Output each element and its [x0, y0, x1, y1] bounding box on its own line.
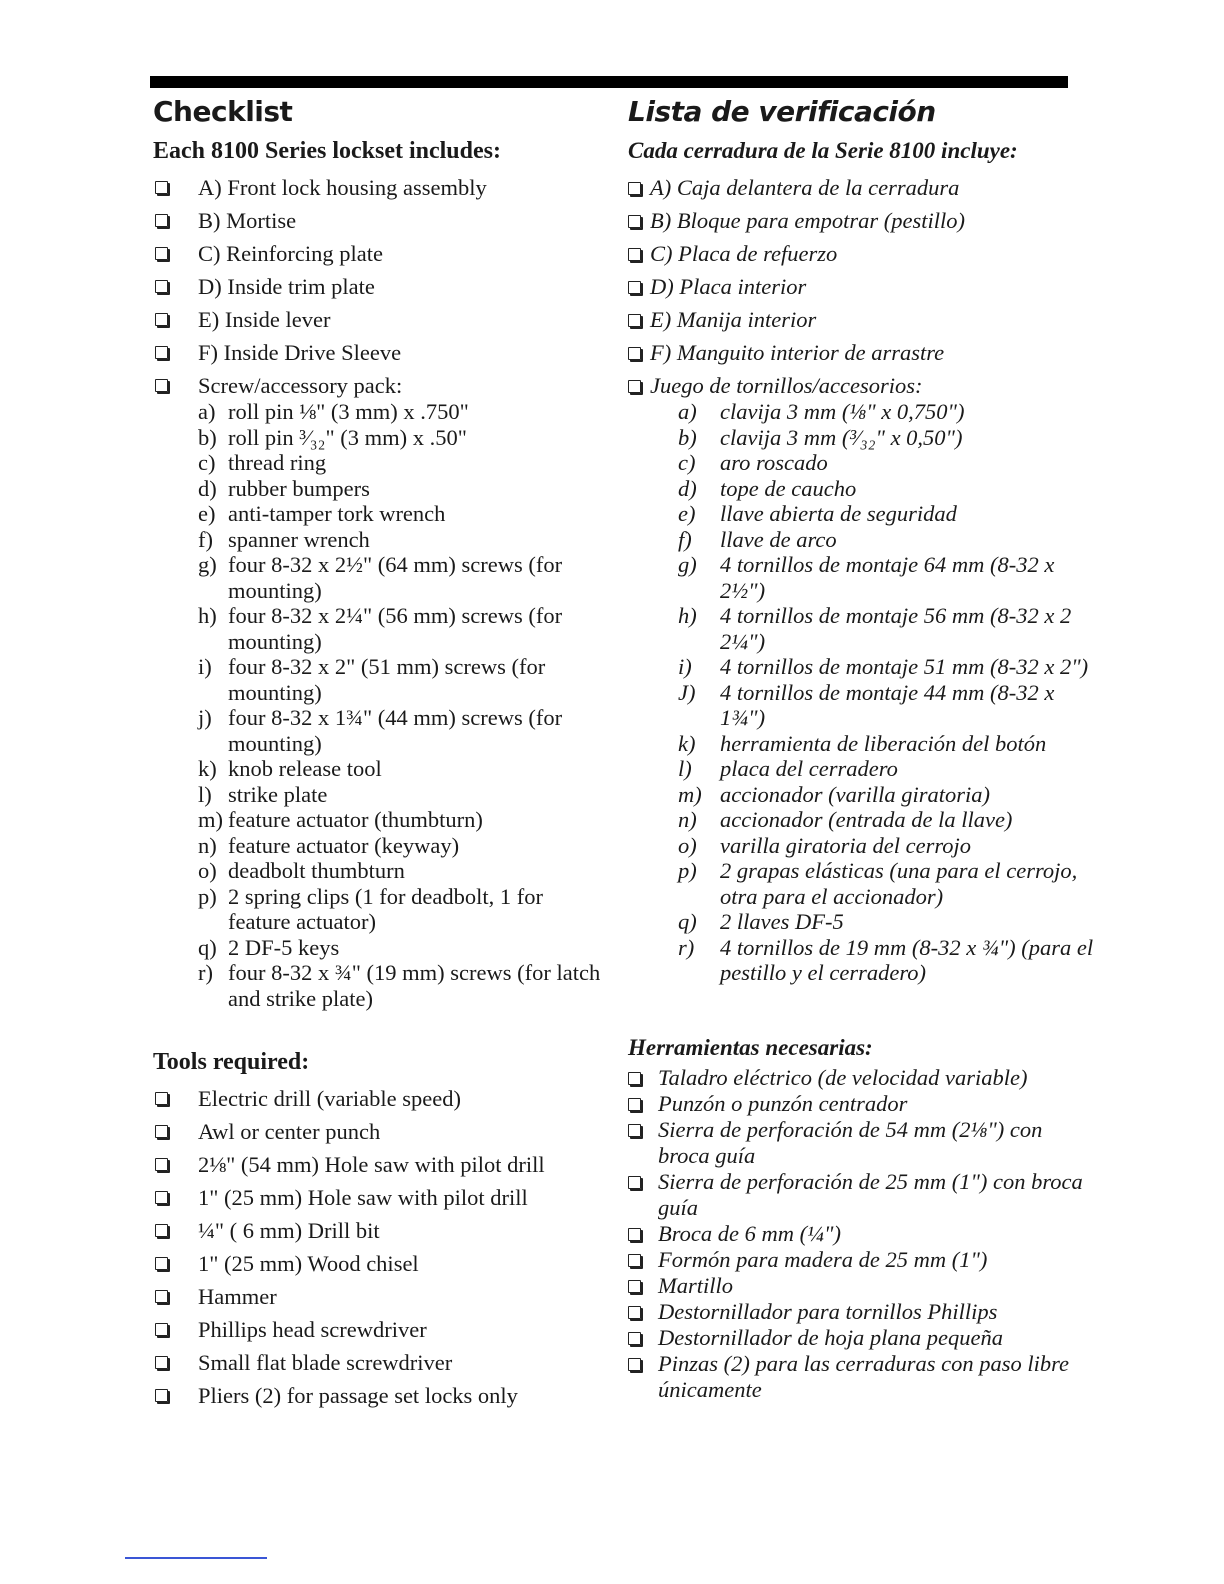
- checkbox-icon[interactable]: [155, 1191, 168, 1204]
- pack-item: i) 4 tornillos de montaje 51 mm (8-32 x 2"): [678, 654, 1089, 679]
- footer-line: [125, 1557, 267, 1559]
- pack-sublist-spanish: [650, 399, 1098, 986]
- lockset-items-list-spanish: [628, 175, 1098, 986]
- tool-item: Hammer: [153, 1284, 603, 1310]
- checklist-item: F) Manguito interior de arrastre: [628, 340, 1098, 366]
- tools-section-spanish: [628, 1031, 1098, 1403]
- tool-item: Sierra de perforación de 54 mm (2⅛") con broca guía: [628, 1117, 1098, 1169]
- checkbox-icon[interactable]: [155, 1356, 168, 1369]
- tool-item: Broca de 6 mm (¼"): [628, 1221, 1098, 1247]
- pack-item: f) llave de arco: [678, 526, 837, 552]
- pack-item: q) 2 DF-5 keys: [198, 934, 340, 960]
- pack-item: f) spanner wrench: [198, 526, 370, 552]
- pack-item: h) 4 tornillos de montaje 56 mm (8-32 x 2 2¼"): [678, 603, 1072, 654]
- checklist-item: C) Reinforcing plate: [153, 241, 603, 267]
- page-title-english: Checklist: [153, 95, 293, 128]
- tool-item: Punzón o punzón centrador: [628, 1091, 1098, 1117]
- checkbox-icon[interactable]: [628, 314, 641, 327]
- checklist-item: F) Inside Drive Sleeve: [153, 340, 603, 366]
- checklist-item: A) Front lock housing assembly: [153, 175, 603, 201]
- checkbox-icon[interactable]: [155, 280, 168, 293]
- tool-item: 1" (25 mm) Hole saw with pilot drill: [153, 1185, 603, 1211]
- checklist-item-pack: Screw/accessory pack: a) roll pin ⅛" (3 mm) x .750" b) roll pin ³⁄₃₂" (3 mm) x .50" c) thread ring d) rubber bumpers e) anti-tamper tork wrench f) spanner wrench g) four 8-32 x 2½" (64 mm) screws (for mounting) h) four 8-32 x 2¼" (56 mm) screws (for mounting) i) four 8-32 x 2" (51 mm) screws (for mounting) j) four 8-32 x 1¾" (44 mm) screws (for mounting) k) knob release tool l) strike plate m) feature actuator (thumbturn) n) feature actuator (keyway) o) deadbolt thumbturn p) 2 spring clips (1 for deadbolt, 1 for feature actuator) q) 2 DF-5 keys r) four 8-32 x ¾" (19 mm) screws (for latch and strike plate): [153, 373, 603, 1011]
- tools-section-english: [153, 1045, 603, 1409]
- tool-item: 1" (25 mm) Wood chisel: [153, 1251, 603, 1277]
- page-title-spanish: Lista de verificación: [628, 95, 936, 128]
- checkbox-icon[interactable]: [155, 1323, 168, 1336]
- checkbox-icon[interactable]: [628, 1332, 641, 1345]
- pack-item: a) clavija 3 mm (⅛" x 0,750"): [678, 399, 965, 424]
- tool-item: Destornillador para tornillos Phillips: [628, 1299, 1098, 1325]
- pack-item: q) 2 llaves DF-5: [678, 909, 844, 934]
- includes-heading-english: Each 8100 Series lockset includes:: [153, 138, 501, 164]
- checkbox-icon[interactable]: [155, 1257, 168, 1270]
- pack-item: n) accionador (entrada de la llave): [678, 807, 1013, 832]
- checkbox-icon[interactable]: [155, 1389, 168, 1402]
- checkbox-icon[interactable]: [155, 313, 168, 326]
- tool-item: Pliers (2) for passage set locks only: [153, 1383, 603, 1409]
- pack-item: k) knob release tool: [198, 756, 382, 781]
- tool-item: 2⅛" (54 mm) Hole saw with pilot drill: [153, 1152, 603, 1178]
- pack-item: l) strike plate: [198, 781, 328, 807]
- pack-item: j) four 8-32 x 1¾" (44 mm) screws (for mounting): [198, 705, 563, 756]
- checklist-item: A) Caja delantera de la cerradura: [628, 175, 1098, 201]
- pack-item: J) 4 tornillos de montaje 44 mm (8-32 x 1¾"): [678, 679, 1055, 730]
- pack-item: r) four 8-32 x ¾" (19 mm) screws (for latch and strike plate): [198, 960, 601, 1011]
- checkbox-icon[interactable]: [155, 1092, 168, 1105]
- checkbox-icon[interactable]: [628, 1228, 641, 1241]
- checklist-item: C) Placa de refuerzo: [628, 241, 1098, 267]
- checkbox-icon[interactable]: [628, 1124, 641, 1137]
- pack-item: k) herramienta de liberación del botón: [678, 730, 1047, 756]
- checklist-item: B) Bloque para empotrar (pestillo): [628, 208, 1098, 234]
- checkbox-icon[interactable]: [155, 1224, 168, 1237]
- tool-item: Taladro eléctrico (de velocidad variable): [628, 1065, 1098, 1091]
- tool-item: Martillo: [628, 1273, 1098, 1299]
- pack-item: p) 2 grapas elásticas (una para el cerrojo, otra para el accionador): [678, 858, 1078, 909]
- checkbox-icon[interactable]: [628, 182, 641, 195]
- checklist-item: D) Inside trim plate: [153, 274, 603, 300]
- tool-item: Pinzas (2) para las cerraduras con paso libre únicamente: [628, 1351, 1098, 1403]
- checkbox-icon[interactable]: [628, 1098, 641, 1111]
- pack-item: d) rubber bumpers: [198, 475, 370, 501]
- checkbox-icon[interactable]: [155, 214, 168, 227]
- pack-sublist-english: [198, 399, 603, 1011]
- checkbox-icon[interactable]: [628, 1254, 641, 1267]
- checkbox-icon[interactable]: [155, 379, 168, 392]
- checklist-item: B) Mortise: [153, 208, 603, 234]
- checklist-item: E) Manija interior: [628, 307, 1098, 333]
- tool-item: Electric drill (variable speed): [153, 1086, 603, 1112]
- spanish-column: [628, 92, 1098, 1403]
- checkbox-icon[interactable]: [628, 380, 641, 393]
- tools-heading-english: Tools required:: [153, 1049, 310, 1075]
- checkbox-icon[interactable]: [628, 1306, 641, 1319]
- checklist-item: D) Placa interior: [628, 274, 1098, 300]
- pack-item: h) four 8-32 x 2¼" (56 mm) screws (for mounting): [198, 603, 563, 654]
- tool-item: Small flat blade screwdriver: [153, 1350, 603, 1376]
- checkbox-icon[interactable]: [628, 215, 641, 228]
- tool-item: Sierra de perforación de 25 mm (1") con broca guía: [628, 1169, 1098, 1221]
- tools-list-spanish: [628, 1065, 1098, 1403]
- pack-item: m) feature actuator (thumbturn): [198, 807, 483, 832]
- pack-item: o) deadbolt thumbturn: [198, 858, 405, 883]
- tool-item: Awl or center punch: [153, 1119, 603, 1145]
- checkbox-icon[interactable]: [628, 248, 641, 261]
- english-column: [153, 92, 603, 1409]
- pack-item: m) accionador (varilla giratoria): [678, 781, 990, 807]
- checkbox-icon[interactable]: [155, 247, 168, 260]
- checkbox-icon[interactable]: [155, 346, 168, 359]
- pack-item: e) llave abierta de seguridad: [678, 501, 957, 526]
- checkbox-icon[interactable]: [155, 181, 168, 194]
- checkbox-icon[interactable]: [155, 1125, 168, 1138]
- checklist-item: E) Inside lever: [153, 307, 603, 333]
- header-rule: [150, 76, 1068, 88]
- pack-item: p) 2 spring clips (1 for deadbolt, 1 for feature actuator): [198, 883, 543, 934]
- includes-heading-spanish: Cada cerradura de la Serie 8100 incluye:: [628, 138, 1018, 163]
- checkbox-icon[interactable]: [155, 1158, 168, 1171]
- pack-item: b) clavija 3 mm (³⁄₃₂" x 0,50"): [678, 424, 963, 450]
- pack-item: i) four 8-32 x 2" (51 mm) screws (for mounting): [198, 654, 546, 705]
- pack-item: e) anti-tamper tork wrench: [198, 501, 446, 526]
- tool-item: Formón para madera de 25 mm (1"): [628, 1247, 1098, 1273]
- pack-item: c) aro roscado: [678, 450, 828, 475]
- pack-item: b) roll pin ³⁄₃₂" (3 mm) x .50": [198, 424, 467, 450]
- checkbox-icon[interactable]: [628, 1358, 641, 1371]
- checkbox-icon[interactable]: [628, 347, 641, 360]
- checkbox-icon[interactable]: [155, 1290, 168, 1303]
- tools-heading-spanish: Herramientas necesarias:: [628, 1034, 873, 1060]
- tool-item: Phillips head screwdriver: [153, 1317, 603, 1343]
- pack-item: c) thread ring: [198, 450, 327, 475]
- pack-item: n) feature actuator (keyway): [198, 832, 460, 858]
- lockset-items-list-english: [153, 175, 603, 1011]
- pack-item: l) placa del cerradero: [678, 756, 898, 781]
- pack-item: r) 4 tornillos de 19 mm (8-32 x ¾") (para el pestillo y el cerradero): [678, 934, 1094, 985]
- checklist-item-pack: Juego de tornillos/accesorios: a) clavija 3 mm (⅛" x 0,750") b) clavija 3 mm (³⁄₃₂" x 0,50") c) aro roscado d) tope de caucho e) llave abierta de seguridad f) llave de arco g) 4 tornillos de montaje 64 mm (8-32 x 2½") h) 4 tornillos de montaje 56 mm (8-32 x 2 2¼") i) 4 tornillos de montaje 51 mm (8-32 x 2") J) 4 tornillos de montaje 44 mm (8-32 x 1¾") k) herramienta de liberación del botón l) placa del cerradero m) accionador (varilla giratoria) n) accionador (entrada de la llave) o) varilla giratoria del cerrojo p) 2 grapas elásticas (una para el cerrojo, otra para el accionador) q) 2 llaves DF-5 r) 4 tornillos de 19 mm (8-32 x ¾") (para el pestillo y el cerradero): [628, 373, 1098, 986]
- checkbox-icon[interactable]: [628, 1280, 641, 1293]
- pack-item: g) four 8-32 x 2½" (64 mm) screws (for mounting): [198, 552, 563, 603]
- tools-list-english: [153, 1086, 603, 1409]
- tool-item: Destornillador de hoja plana pequeña: [628, 1325, 1098, 1351]
- checkbox-icon[interactable]: [628, 1176, 641, 1189]
- pack-item: g) 4 tornillos de montaje 64 mm (8-32 x 2½"): [678, 552, 1055, 603]
- pack-item: d) tope de caucho: [678, 475, 857, 501]
- tool-item: ¼" ( 6 mm) Drill bit: [153, 1218, 603, 1244]
- checkbox-icon[interactable]: [628, 281, 641, 294]
- pack-item: a) roll pin ⅛" (3 mm) x .750": [198, 399, 469, 424]
- checkbox-icon[interactable]: [628, 1072, 641, 1085]
- pack-item: o) varilla giratoria del cerrojo: [678, 832, 972, 858]
